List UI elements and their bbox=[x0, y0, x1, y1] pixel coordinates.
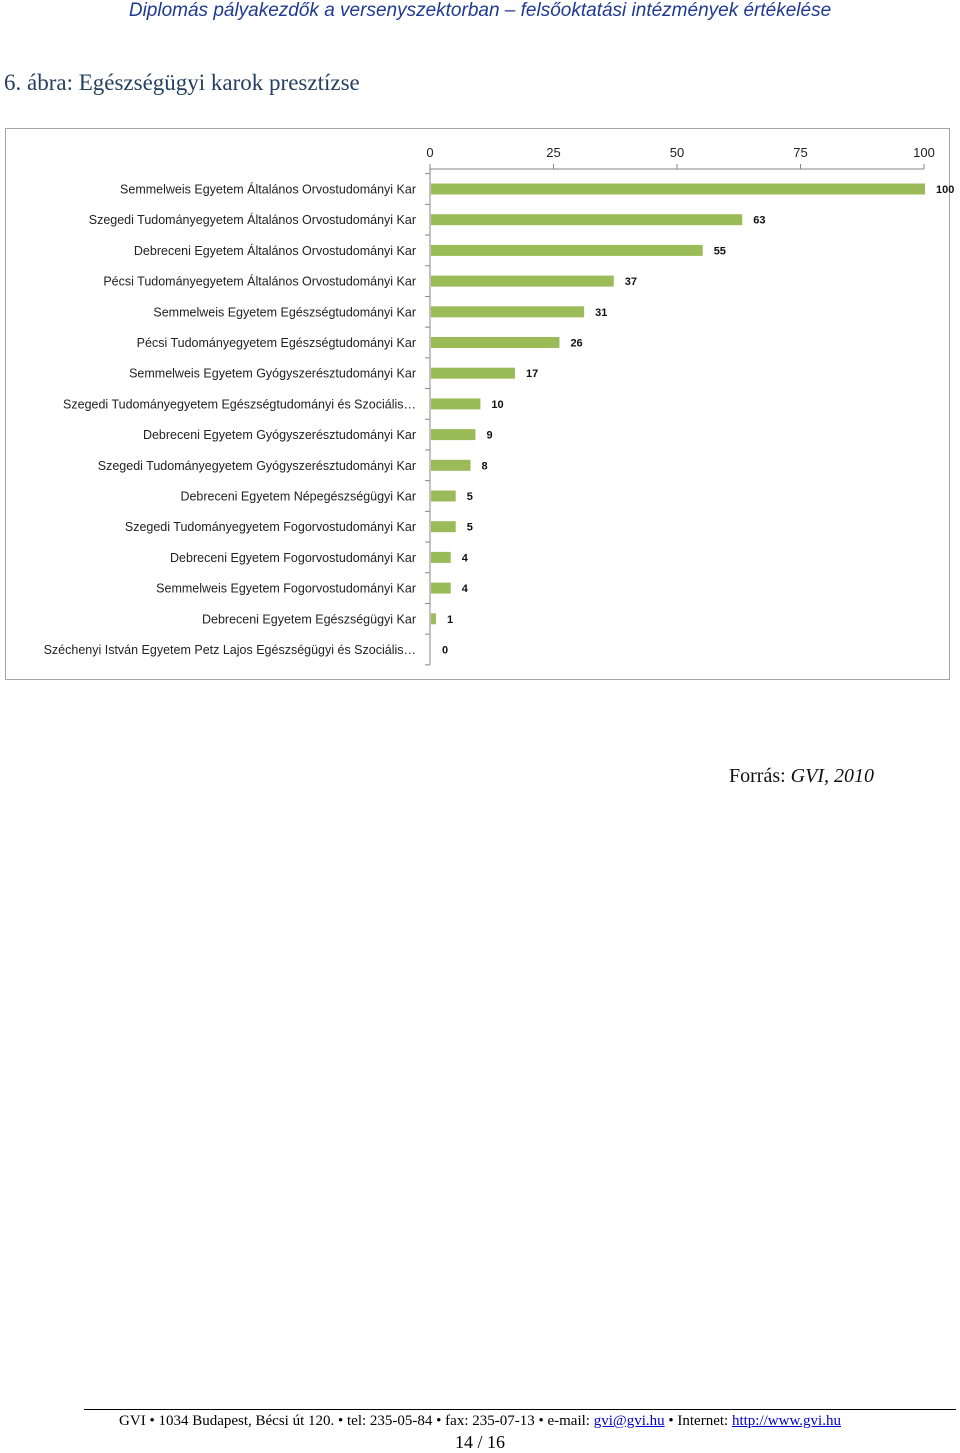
data-label: 26 bbox=[570, 337, 583, 350]
x-tick-label: 0 bbox=[426, 145, 434, 160]
data-label: 4 bbox=[461, 583, 468, 596]
data-label: 5 bbox=[466, 521, 473, 534]
footer-internet-label: • Internet: bbox=[664, 1413, 732, 1429]
source-label: Forrás: bbox=[729, 765, 786, 787]
data-label: 4 bbox=[461, 552, 468, 565]
data-label: 17 bbox=[525, 368, 539, 381]
category-label: Pécsi Tudományegyetem Általános Orvostudományi Kar bbox=[103, 274, 416, 289]
footer-web-link[interactable]: http://www.gvi.hu bbox=[731, 1413, 841, 1429]
bar bbox=[431, 184, 925, 195]
data-label: 0 bbox=[442, 644, 449, 657]
x-tick-label: 100 bbox=[913, 145, 935, 160]
data-label: 55 bbox=[713, 245, 726, 258]
category-label: Debreceni Egyetem Fogorvostudományi Kar bbox=[170, 550, 416, 565]
bar bbox=[431, 398, 480, 409]
running-header-text: Diplomás pályakezdők a versenyszektorban – felsőoktatási intézmények értékelése bbox=[128, 0, 832, 21]
category-label: Semmelweis Egyetem Egészségtudományi Kar bbox=[153, 305, 416, 320]
category-label: Szegedi Tudományegyetem Általános Orvostudományi Kar bbox=[88, 213, 416, 228]
source-value: GVI, 2010 bbox=[790, 765, 874, 787]
bar bbox=[431, 429, 475, 440]
bar bbox=[431, 306, 584, 317]
bar bbox=[431, 491, 456, 502]
data-label: 31 bbox=[595, 306, 608, 319]
bar bbox=[431, 337, 559, 348]
x-tick-label: 25 bbox=[546, 145, 561, 160]
data-label: 9 bbox=[486, 429, 493, 442]
chart-frame bbox=[5, 128, 955, 787]
data-label: 63 bbox=[753, 214, 766, 227]
category-label: Szegedi Tudományegyetem Gyógyszerésztudományi Kar bbox=[97, 458, 416, 473]
category-label: Szegedi Tudományegyetem Egészségtudományi és Szociális… bbox=[63, 397, 416, 412]
bar bbox=[431, 368, 515, 379]
footer-email-link[interactable]: gvi@gvi.hu bbox=[593, 1413, 665, 1429]
category-label: Debreceni Egyetem Népegészségügyi Kar bbox=[180, 489, 416, 504]
category-label: Debreceni Egyetem Egészségügyi Kar bbox=[201, 612, 416, 627]
bar bbox=[431, 214, 742, 225]
category-label: Debreceni Egyetem Általános Orvostudományi Kar bbox=[133, 243, 416, 258]
data-label: 10 bbox=[491, 398, 504, 411]
data-label: 1 bbox=[446, 613, 454, 626]
bar bbox=[431, 552, 451, 563]
category-label: Szegedi Tudományegyetem Fogorvostudományi Kar bbox=[124, 520, 416, 535]
page-number: 14 / 16 bbox=[454, 1432, 505, 1452]
category-label: Pécsi Tudományegyetem Egészségtudományi Kar bbox=[136, 336, 416, 350]
footer-divider bbox=[84, 1409, 956, 1410]
category-label: Semmelweis Egyetem Gyógyszerésztudományi Kar bbox=[129, 366, 416, 381]
bar bbox=[431, 521, 456, 532]
category-label: Semmelweis Egyetem Általános Orvostudományi Kar bbox=[120, 182, 416, 197]
data-label: 8 bbox=[481, 460, 488, 473]
chart-source bbox=[729, 765, 874, 788]
bar bbox=[431, 583, 451, 594]
data-label: 37 bbox=[624, 276, 638, 289]
footer-contact: GVI • 1034 Budapest, Bécsi út 120. • tel: 235-05-84 • fax: 235-07-13 • e-mail: bbox=[119, 1413, 594, 1429]
x-tick-label: 50 bbox=[669, 145, 685, 160]
bar bbox=[431, 245, 703, 256]
bar bbox=[431, 276, 614, 287]
x-tick-label: 75 bbox=[793, 145, 808, 160]
data-label: 100 bbox=[936, 184, 955, 196]
footer bbox=[0, 1413, 960, 1430]
bar bbox=[431, 613, 436, 624]
category-label: Semmelweis Egyetem Fogorvostudományi Kar bbox=[156, 581, 416, 596]
bar-chart bbox=[6, 129, 955, 679]
figure-title: 6. ábra: Egészségügyi karok presztízse bbox=[4, 70, 360, 95]
category-label: Debreceni Egyetem Gyógyszerésztudományi Kar bbox=[142, 428, 416, 443]
data-label: 5 bbox=[466, 491, 473, 503]
category-label: Széchenyi István Egyetem Petz Lajos Egészségügyi és Szociális… bbox=[43, 643, 416, 657]
bar bbox=[431, 460, 471, 471]
running-header bbox=[0, 0, 960, 26]
